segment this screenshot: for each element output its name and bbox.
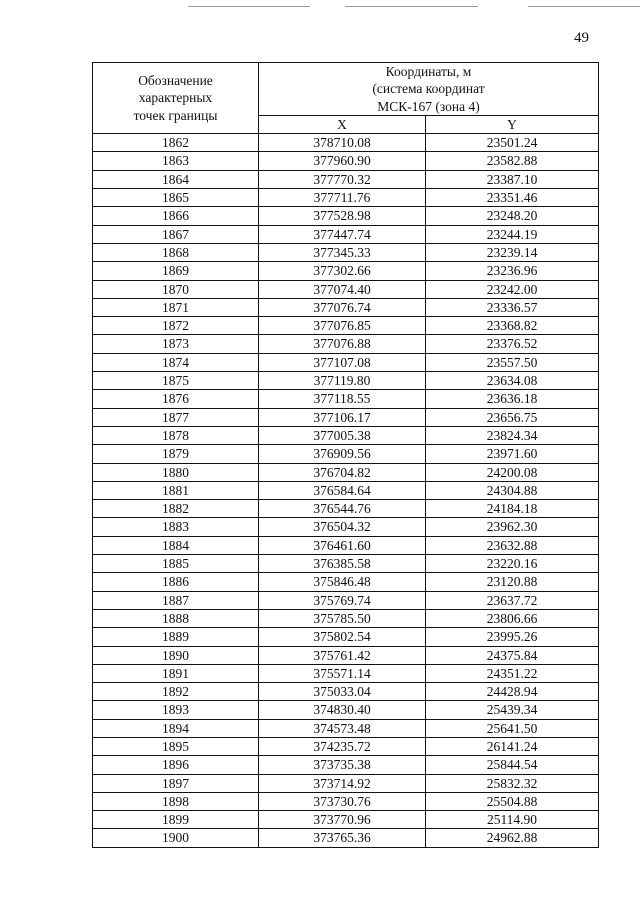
point-id-cell: 1863: [93, 152, 259, 170]
x-coordinate-cell: 376704.82: [259, 463, 426, 481]
x-coordinate-cell: 373765.36: [259, 829, 426, 847]
point-id-cell: 1881: [93, 481, 259, 499]
x-coordinate-cell: 377118.55: [259, 390, 426, 408]
x-coordinate-cell: 377107.08: [259, 353, 426, 371]
point-id-cell: 1883: [93, 518, 259, 536]
table-row: [93, 445, 599, 463]
point-id-cell: 1876: [93, 390, 259, 408]
point-id-cell: 1865: [93, 189, 259, 207]
x-coordinate-cell: 377076.88: [259, 335, 426, 353]
point-id-cell: 1871: [93, 298, 259, 316]
table-row: [93, 408, 599, 426]
table-row: [93, 243, 599, 261]
table-row: [93, 573, 599, 591]
x-coordinate-cell: 375571.14: [259, 664, 426, 682]
x-coordinate-cell: 377074.40: [259, 280, 426, 298]
point-id-cell: 1882: [93, 500, 259, 518]
y-coordinate-cell: 23220.16: [426, 555, 599, 573]
table-row: [93, 737, 599, 755]
y-coordinate-cell: 24304.88: [426, 481, 599, 499]
table-row: [93, 518, 599, 536]
y-coordinate-cell: 23376.52: [426, 335, 599, 353]
table-row: [93, 481, 599, 499]
y-coordinate-cell: 23236.96: [426, 262, 599, 280]
y-coordinate-cell: 23242.00: [426, 280, 599, 298]
x-coordinate-cell: 373735.38: [259, 756, 426, 774]
y-coordinate-cell: 23632.88: [426, 536, 599, 554]
table-row: [93, 555, 599, 573]
y-coordinate-cell: 26141.24: [426, 737, 599, 755]
table-row: [93, 280, 599, 298]
y-coordinate-cell: 23120.88: [426, 573, 599, 591]
table-row: [93, 463, 599, 481]
point-id-cell: 1889: [93, 628, 259, 646]
y-coordinate-cell: 25832.32: [426, 774, 599, 792]
y-coordinate-cell: 24351.22: [426, 664, 599, 682]
x-coordinate-cell: 378710.08: [259, 134, 426, 152]
y-coordinate-cell: 23501.24: [426, 134, 599, 152]
table-row: [93, 207, 599, 225]
y-coordinate-cell: 23244.19: [426, 225, 599, 243]
table-row: [93, 536, 599, 554]
y-coordinate-cell: 24962.88: [426, 829, 599, 847]
point-id-cell: 1867: [93, 225, 259, 243]
x-coordinate-cell: 376909.56: [259, 445, 426, 463]
y-coordinate-cell: 24428.94: [426, 683, 599, 701]
point-id-cell: 1890: [93, 646, 259, 664]
point-id-cell: 1873: [93, 335, 259, 353]
point-id-cell: 1872: [93, 317, 259, 335]
y-coordinate-cell: 23636.18: [426, 390, 599, 408]
point-id-cell: 1868: [93, 243, 259, 261]
header-point-line: Обозначение: [138, 73, 213, 89]
point-id-cell: 1899: [93, 811, 259, 829]
table-row: [93, 189, 599, 207]
x-coordinate-cell: 374235.72: [259, 737, 426, 755]
y-coordinate-cell: 23634.08: [426, 372, 599, 390]
table-row: [93, 756, 599, 774]
point-id-cell: 1885: [93, 555, 259, 573]
table-row: [93, 170, 599, 188]
x-coordinate-cell: 376584.64: [259, 481, 426, 499]
y-coordinate-cell: 23248.20: [426, 207, 599, 225]
point-id-cell: 1875: [93, 372, 259, 390]
x-coordinate-cell: 373770.96: [259, 811, 426, 829]
table-row: [93, 719, 599, 737]
x-coordinate-cell: 376544.76: [259, 500, 426, 518]
x-coordinate-cell: 377960.90: [259, 152, 426, 170]
scan-top-rule-left: [188, 6, 310, 7]
table-row: [93, 298, 599, 316]
table-row: [93, 134, 599, 152]
point-id-cell: 1892: [93, 683, 259, 701]
y-coordinate-cell: 23637.72: [426, 591, 599, 609]
x-coordinate-cell: 377528.98: [259, 207, 426, 225]
header-coords-line: (система координат: [372, 81, 485, 97]
y-coordinate-cell: 23351.46: [426, 189, 599, 207]
y-coordinate-cell: 25844.54: [426, 756, 599, 774]
table-row: [93, 426, 599, 444]
x-coordinate-cell: 376504.32: [259, 518, 426, 536]
point-id-cell: 1866: [93, 207, 259, 225]
table-row: [93, 372, 599, 390]
x-coordinate-cell: 377106.17: [259, 408, 426, 426]
table-row: [93, 152, 599, 170]
x-coordinate-cell: 375802.54: [259, 628, 426, 646]
x-coordinate-cell: 375846.48: [259, 573, 426, 591]
y-coordinate-cell: 23806.66: [426, 609, 599, 627]
point-id-cell: 1874: [93, 353, 259, 371]
table-row: [93, 591, 599, 609]
header-point-designation: [93, 63, 259, 134]
point-id-cell: 1897: [93, 774, 259, 792]
point-id-cell: 1893: [93, 701, 259, 719]
y-coordinate-cell: 23656.75: [426, 408, 599, 426]
point-id-cell: 1869: [93, 262, 259, 280]
x-coordinate-cell: 377005.38: [259, 426, 426, 444]
x-coordinate-cell: 377345.33: [259, 243, 426, 261]
table-row: [93, 829, 599, 847]
table-row: [93, 317, 599, 335]
header-point-line: характерных: [138, 90, 213, 106]
table-row: [93, 646, 599, 664]
y-coordinate-cell: 23336.57: [426, 298, 599, 316]
point-id-cell: 1864: [93, 170, 259, 188]
y-coordinate-cell: 23387.10: [426, 170, 599, 188]
x-coordinate-cell: 377076.74: [259, 298, 426, 316]
table-row: [93, 262, 599, 280]
header-coordinates: [259, 63, 599, 116]
header-x: X: [259, 115, 426, 133]
table-row: [93, 701, 599, 719]
table-row: [93, 353, 599, 371]
point-id-cell: 1887: [93, 591, 259, 609]
point-id-cell: 1879: [93, 445, 259, 463]
point-id-cell: 1894: [93, 719, 259, 737]
y-coordinate-cell: 25114.90: [426, 811, 599, 829]
table-row: [93, 628, 599, 646]
point-id-cell: 1880: [93, 463, 259, 481]
table-row: [93, 225, 599, 243]
table-row: [93, 683, 599, 701]
y-coordinate-cell: 24375.84: [426, 646, 599, 664]
point-id-cell: 1895: [93, 737, 259, 755]
y-coordinate-cell: 23995.26: [426, 628, 599, 646]
y-coordinate-cell: 23962.30: [426, 518, 599, 536]
header-coords-line: Координаты, м: [385, 64, 472, 79]
point-id-cell: 1898: [93, 792, 259, 810]
y-coordinate-cell: 23239.14: [426, 243, 599, 261]
header-point-line: точек границы: [133, 107, 218, 123]
point-id-cell: 1878: [93, 426, 259, 444]
x-coordinate-cell: 377447.74: [259, 225, 426, 243]
table-row: [93, 390, 599, 408]
table-row: [93, 774, 599, 792]
point-id-cell: 1884: [93, 536, 259, 554]
point-id-cell: 1862: [93, 134, 259, 152]
x-coordinate-cell: 377119.80: [259, 372, 426, 390]
x-coordinate-cell: 374573.48: [259, 719, 426, 737]
table-row: [93, 811, 599, 829]
header-coords-line: МСК-167 (зона 4): [377, 98, 480, 114]
point-id-cell: 1886: [93, 573, 259, 591]
y-coordinate-cell: 25641.50: [426, 719, 599, 737]
y-coordinate-cell: 23368.82: [426, 317, 599, 335]
point-id-cell: 1900: [93, 829, 259, 847]
header-y: Y: [426, 115, 599, 133]
y-coordinate-cell: 23557.50: [426, 353, 599, 371]
x-coordinate-cell: 377711.76: [259, 189, 426, 207]
x-coordinate-cell: 375785.50: [259, 609, 426, 627]
y-coordinate-cell: 23824.34: [426, 426, 599, 444]
point-id-cell: 1891: [93, 664, 259, 682]
table-row: [93, 792, 599, 810]
x-coordinate-cell: 375761.42: [259, 646, 426, 664]
scan-top-rule-right: [528, 6, 640, 7]
x-coordinate-cell: 377302.66: [259, 262, 426, 280]
y-coordinate-cell: 24184.18: [426, 500, 599, 518]
y-coordinate-cell: 25439.34: [426, 701, 599, 719]
x-coordinate-cell: 376461.60: [259, 536, 426, 554]
table-row: [93, 335, 599, 353]
table-row: [93, 609, 599, 627]
x-coordinate-cell: 373730.76: [259, 792, 426, 810]
y-coordinate-cell: 25504.88: [426, 792, 599, 810]
table-header-row: [93, 63, 599, 116]
scan-top-rule-middle: [345, 6, 478, 7]
point-id-cell: 1896: [93, 756, 259, 774]
y-coordinate-cell: 23971.60: [426, 445, 599, 463]
y-coordinate-cell: 23582.88: [426, 152, 599, 170]
table-row: [93, 664, 599, 682]
coordinates-table: [92, 62, 599, 848]
point-id-cell: 1877: [93, 408, 259, 426]
x-coordinate-cell: 375769.74: [259, 591, 426, 609]
point-id-cell: 1888: [93, 609, 259, 627]
x-coordinate-cell: 375033.04: [259, 683, 426, 701]
x-coordinate-cell: 374830.40: [259, 701, 426, 719]
x-coordinate-cell: 377770.32: [259, 170, 426, 188]
point-id-cell: 1870: [93, 280, 259, 298]
x-coordinate-cell: 373714.92: [259, 774, 426, 792]
x-coordinate-cell: 376385.58: [259, 555, 426, 573]
page-number: 49: [574, 30, 589, 46]
table-row: [93, 500, 599, 518]
x-coordinate-cell: 377076.85: [259, 317, 426, 335]
y-coordinate-cell: 24200.08: [426, 463, 599, 481]
